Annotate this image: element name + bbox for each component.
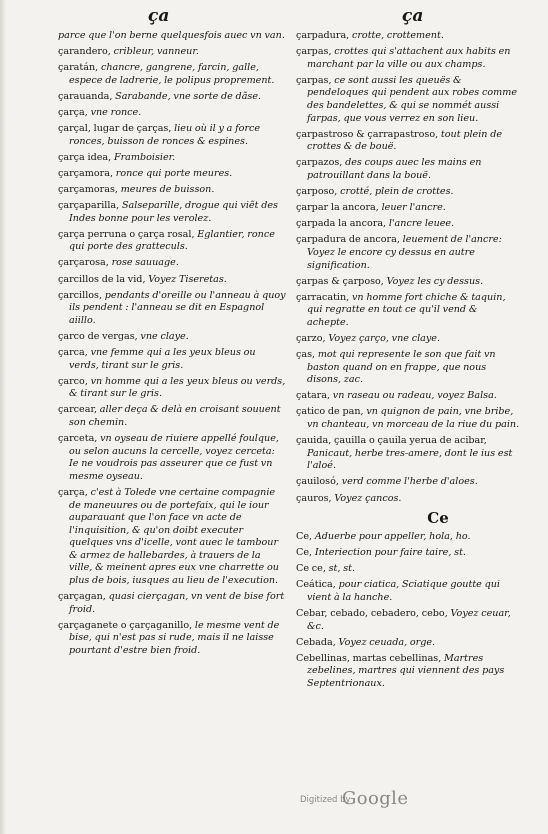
entry-headword: çauros, xyxy=(296,492,332,504)
entry-definition: Interiection pour faire taire, st. xyxy=(314,547,466,559)
entry-headword: çarpada la ancora, xyxy=(296,218,387,230)
entry-definition: crotté, plein de crottes. xyxy=(340,186,454,198)
entry-headword: çaratán, xyxy=(58,62,99,74)
entry-headword: çarpas & çarposo, xyxy=(296,275,384,287)
entry-headword: çarpazos, xyxy=(296,157,343,169)
entry-definition: quasi cierçagan, vn vent de bise fort froid. xyxy=(69,591,285,615)
left-column xyxy=(58,30,286,661)
entry-headword: çarça perruna o çarça rosal, xyxy=(58,228,195,240)
dictionary-entry xyxy=(58,257,286,270)
entry-headword: çarceta, xyxy=(58,433,98,445)
entry-definition: vn homme qui a les yeux bleus ou verds, & tirant sur le gris. xyxy=(69,375,286,400)
entry-definition: des coups auec les mains en patrouillant dans la bouë. xyxy=(307,157,482,181)
entry-headword: çarpadura de ancora, xyxy=(296,234,400,246)
dictionary-entry xyxy=(296,390,520,403)
entry-headword: çarauanda, xyxy=(58,90,113,102)
entry-headword: çarcillos de la vid, xyxy=(58,273,146,285)
entry-headword: çarandero, xyxy=(58,46,111,58)
entry-definition: Voyez ceuar, &c. xyxy=(307,608,511,632)
entry-definition: st, st. xyxy=(328,563,356,575)
entry-definition: vn homme fort chiche & taquin, qui regratte en tout ce qu'il vend & achepte. xyxy=(307,291,506,328)
entry-headword: çarpas, xyxy=(296,74,332,86)
entry-definition: Sarabande, vne sorte de dãse. xyxy=(115,90,262,102)
entry-definition: crottes qui s'attachent aux habits en marchant par la ville ou aux champs. xyxy=(307,46,511,70)
dictionary-entry xyxy=(296,30,520,43)
entry-headword: çarçaganete o çarçaganillo, xyxy=(58,619,193,631)
dictionary-entry xyxy=(58,274,286,287)
entry-definition: Panicaut, herbe tres-amere, dont le ius est l'aloé. xyxy=(307,447,513,472)
dictionary-entry xyxy=(296,129,520,154)
entry-definition: parce que l'on berne quelquesfois auec vn van. xyxy=(58,30,285,41)
entry-headword: çarça, xyxy=(58,486,88,498)
dictionary-entry xyxy=(296,276,520,289)
entry-headword: çauilosó, xyxy=(296,476,339,488)
dictionary-entry xyxy=(58,91,286,104)
entry-definition: Voyez les cy dessus. xyxy=(386,275,484,287)
entry-headword: çarçagan, xyxy=(58,591,106,603)
entry-headword: çarçaparilla, xyxy=(58,200,120,212)
right-column-entries xyxy=(296,30,520,505)
entry-headword: çarpastroso & çarrapastroso, xyxy=(296,128,439,140)
dictionary-entry xyxy=(296,563,520,576)
dictionary-entry xyxy=(58,200,286,225)
entry-definition: ce sont aussi les queuës & pendeloques qui pendent aux robes comme des bandelettes, & qui se nommét aussi farpas, que vous verrez en son lieu. xyxy=(307,74,518,124)
dictionary-entry xyxy=(296,75,520,125)
entry-definition: Martres zebelines, martres qui viennent des pays Septentrionaux. xyxy=(307,652,505,690)
entry-headword: çauida, çauilla o çauila yerua de acibar, xyxy=(296,435,487,447)
dictionary-entry xyxy=(58,376,286,401)
dictionary-entry xyxy=(58,620,286,658)
dictionary-entry xyxy=(58,30,286,43)
dictionary-entry xyxy=(296,435,520,473)
entry-headword: Ce, xyxy=(296,531,313,543)
entry-definition: Voyez ceuada, orge. xyxy=(338,636,436,648)
entry-headword: Cebar, cebado, cebadero, cebo, xyxy=(296,608,448,620)
dictionary-entry xyxy=(296,234,520,272)
dictionary-entry xyxy=(58,331,286,344)
entry-definition: meures de buisson. xyxy=(120,183,215,195)
header-right: ça xyxy=(402,6,424,26)
entry-definition: Salseparille, drogue qui viẽt des Indes bonne pour les verolez. xyxy=(69,200,278,224)
entry-definition: chancre, gangrene, farcin, galle, espece de ladrerie, le polipus proprement. xyxy=(69,62,275,86)
running-header xyxy=(0,6,548,28)
dictionary-entry xyxy=(296,157,520,182)
entry-definition: mot qui represente le son que fait vn baston quand on en frappe, que nous disons, zac. xyxy=(307,349,496,386)
entry-headword: çatara, xyxy=(296,390,331,402)
entry-headword: çarçamoras, xyxy=(58,183,118,195)
entry-headword: Cebada, xyxy=(296,636,336,648)
entry-headword: çarposo, xyxy=(296,186,338,198)
digitized-by-label: Digitized by xyxy=(300,795,351,805)
entry-definition: aller deça & delà en croisant souuent son chemin. xyxy=(69,404,281,428)
dictionary-entry xyxy=(296,531,520,544)
entry-headword: çarcillos, xyxy=(58,289,103,301)
dictionary-entry xyxy=(58,107,286,120)
dictionary-entry xyxy=(58,229,286,254)
entry-headword: çarça, xyxy=(58,106,88,118)
dictionary-entry xyxy=(58,433,286,483)
dictionary-entry xyxy=(58,152,286,165)
entry-headword: ças, xyxy=(296,349,316,361)
entry-headword: çarzo, xyxy=(296,332,326,344)
entry-definition: cribleur, vanneur. xyxy=(113,46,199,58)
entry-definition: c'est à Tolede vne certaine compagnie de maneuures ou de portefaix, qui le iour auparauant que l'on face vn acte de l'inquisition, & qu'on doibt executer quelques vns d'icelle, vont auec le tambour & armez de hallebardes, à trauers de la ville, & meinent apres eux vne charrette ou plus de bois, iusques au lieu de l'execution. xyxy=(69,486,279,587)
dictionary-entry xyxy=(296,186,520,199)
entry-definition: pendants d'oreille ou l'anneau à quoy ils pendent : l'anneau se dit en Espagnol aiillo. xyxy=(69,289,286,326)
google-watermark: Google xyxy=(342,788,409,809)
entry-headword: Cebellinas, martas cebellinas, xyxy=(296,652,442,664)
entry-definition: vn oyseau de riuiere appellé foulque, ou selon aucuns la cercelle, voyez cerceta: Ie ne voudrois pas asseurer que ce fust vn mesme oyseau. xyxy=(69,433,279,482)
entry-headword: Ce, xyxy=(296,547,313,559)
dictionary-entry xyxy=(58,591,286,616)
dictionary-entry xyxy=(58,290,286,328)
dictionary-entry xyxy=(58,123,286,148)
entry-definition: verd comme l'herbe d'aloes. xyxy=(341,476,478,488)
dictionary-entry xyxy=(58,46,286,59)
entry-headword: çarçarosa, xyxy=(58,257,109,269)
entry-headword: çarco, xyxy=(58,375,88,387)
entry-headword: çarçamora, xyxy=(58,167,114,179)
entry-definition: vne ronce. xyxy=(90,106,142,118)
entry-definition: Aduerbe pour appeller, hola, ho. xyxy=(314,531,471,543)
section-heading: Ce xyxy=(427,509,449,528)
dictionary-entry xyxy=(296,493,520,506)
dictionary-entry xyxy=(296,202,520,215)
entry-definition: leuement de l'ancre: Voyez le encore cy dessus en autre signification. xyxy=(307,234,502,271)
entry-definition: le mesme vent de bise, qui n'est pas si rude, mais il ne laisse pourtant d'estre bien froid. xyxy=(69,619,280,657)
entry-definition: l'ancre leuee. xyxy=(388,218,455,230)
entry-headword: çarpas, xyxy=(296,46,332,58)
dictionary-entry xyxy=(296,547,520,560)
entry-headword: çarpadura, xyxy=(296,30,350,41)
dictionary-entry xyxy=(296,476,520,489)
entry-definition: leuer l'ancre. xyxy=(381,202,446,214)
entry-headword: çarracatin, xyxy=(296,291,350,303)
dictionary-entry xyxy=(296,46,520,71)
dictionary-entry xyxy=(58,184,286,197)
dictionary-entry xyxy=(58,487,286,588)
entry-headword: çarcear, xyxy=(58,404,98,416)
entry-headword: çatico de pan, xyxy=(296,406,364,418)
entry-definition: rose sauuage. xyxy=(111,257,179,269)
dictionary-entry xyxy=(58,404,286,429)
entry-definition: vne claye. xyxy=(140,330,189,342)
header-left: ça xyxy=(148,6,170,26)
entry-definition: Voyez Tiseretas. xyxy=(148,273,227,285)
dictionary-entry xyxy=(296,637,520,650)
entry-headword: Ce ce, xyxy=(296,563,326,575)
dictionary-entry xyxy=(58,347,286,372)
entry-definition: pour ciatica, Sciatique goutte qui vient à la hanche. xyxy=(307,579,500,603)
page-gutter-shadow xyxy=(0,0,6,834)
dictionary-entry xyxy=(296,218,520,231)
dictionary-entry xyxy=(296,608,520,633)
entry-definition: Framboisier. xyxy=(113,151,176,163)
entry-definition: vn quignon de pain, vne bribe, vn chanteau, vn morceau de la riue du pain. xyxy=(307,406,520,431)
dictionary-entry xyxy=(296,349,520,387)
entry-headword: çarca, xyxy=(58,346,88,358)
entry-definition: Eglantier, ronce qui porte des gratteculs. xyxy=(69,228,275,253)
right-column-ce-entries xyxy=(296,531,520,691)
entry-definition: ronce qui porte meures. xyxy=(115,167,233,179)
entry-definition: crotte, crottement. xyxy=(351,30,444,41)
entry-definition: vne femme qui a les yeux bleus ou verds, tirant sur le gris. xyxy=(69,346,256,371)
dictionary-entry xyxy=(296,653,520,691)
dictionary-entry xyxy=(58,168,286,181)
entry-headword: Ceática, xyxy=(296,579,336,591)
entry-definition: tout plein de crottes & de bouë. xyxy=(307,128,503,153)
entry-definition: lieu où il y a force ronces, buisson de ronces & espines. xyxy=(69,123,261,147)
entry-definition: Voyez çancos. xyxy=(334,492,402,504)
dictionary-entry xyxy=(296,292,520,330)
entry-headword: çarco de vergas, xyxy=(58,330,138,342)
entry-headword: çarça idea, xyxy=(58,151,112,163)
dictionary-entry xyxy=(296,579,520,604)
entry-headword: çarçal, lugar de çarças, xyxy=(58,123,172,135)
right-column xyxy=(296,30,520,694)
entry-definition: vn raseau ou radeau, voyez Balsa. xyxy=(332,390,497,402)
dictionary-entry xyxy=(296,406,520,431)
dictionary-entry xyxy=(296,333,520,346)
entry-definition: Voyez çarço, vne claye. xyxy=(328,332,440,344)
dictionary-entry xyxy=(58,62,286,87)
entry-headword: çarpar la ancora, xyxy=(296,202,379,214)
